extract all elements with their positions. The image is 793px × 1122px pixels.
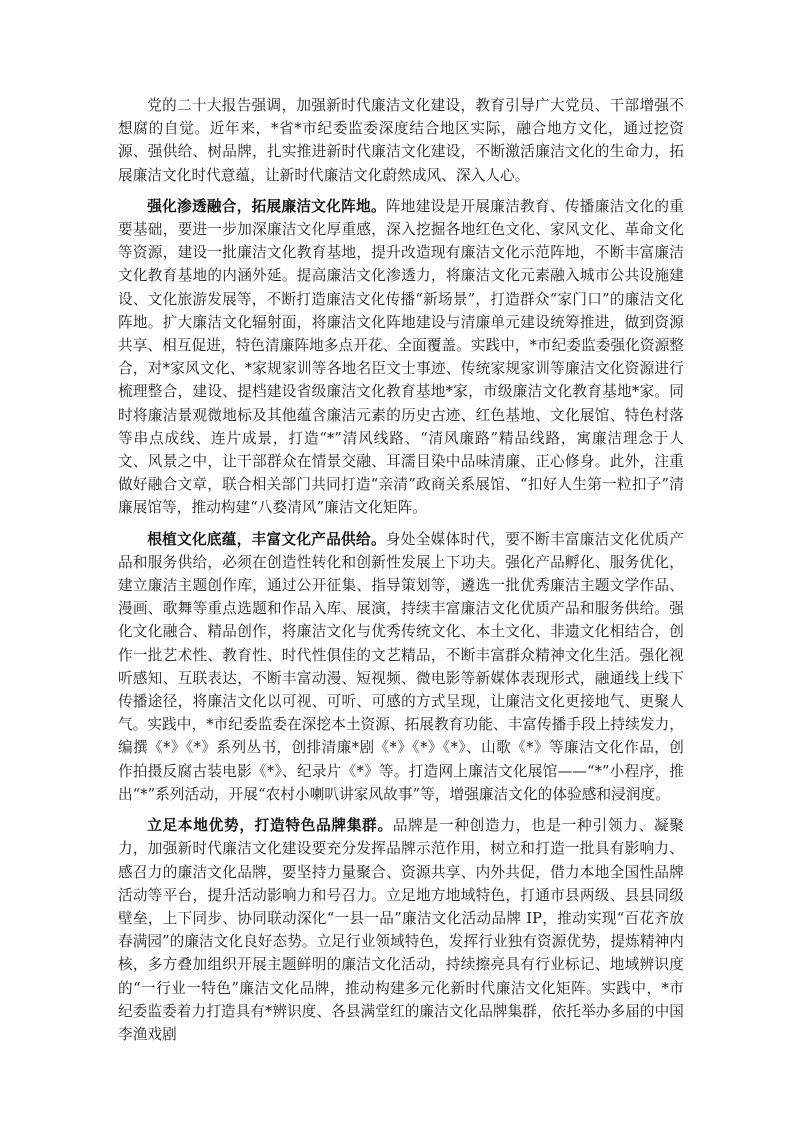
paragraph-lead: 根植文化底蕴，丰富文化产品供给。: [147, 530, 386, 548]
section-paragraph-brands: [118, 814, 684, 1046]
paragraph-text: 品牌是一种创造力，也是一种引领力、凝聚力，加强新时代廉洁文化建设要充分发挥品牌示范作用，树立和打造一批具有影响力、感召力的廉洁文化品牌，要坚持力量聚合、资源共享、内外共促，借力本地全国性品牌活动等平台，提升活动影响力和号召力。立足地方地域特色，打通市县两级、县县同级壁垒，上下同步、协同联动深化“一县一品”廉洁文化活动品牌 IP，推动实现“百花齐放春满园”的廉洁文化良好态势。立足行业领域特色，发挥行业独有资源优势，提炼精神内核，多方叠加组织开展主题鲜明的廉洁文化活动，持续擦亮具有行业标记、地域辨识度的“一行业一特色”廉洁文化品牌，推动构建多元化新时代廉洁文化矩阵。实践中，*市纪委监委着力打造具有*辨识度、各县满堂红的廉洁文化品牌集群，依托举办多届的中国李渔戏剧: [118, 817, 684, 1043]
paragraph-lead: 强化渗透融合，拓展廉洁文化阵地。: [147, 197, 386, 215]
paragraph-text: 阵地建设是开展廉洁教育、传播廉洁文化的重要基础，要进一步加深廉洁文化厚重感，深入挖掘各地红色文化、家风文化、革命文化等资源，建设一批廉洁文化教育基地，提升改造现有廉洁文化示范阵地，不断丰富廉洁文化教育基地的内涵外延。提高廉洁文化渗透力，将廉洁文化元素融入城市公共设施建设、文化旅游发展等，不断打造廉洁文化传播“新场景”，打造群众“家门口”的廉洁文化阵地。扩大廉洁文化辐射面，将廉洁文化阵地建设与清廉单元建设统筹推进，做到资源共享、相互促进，特色清廉阵地多点开花、全面覆盖。实践中，*市纪委监委强化资源整合，对*家风文化、*家规家训等各地名臣文士事迹、传统家规家训等廉洁文化资源进行梳理整合，建设、提档建设省级廉洁文化教育基地*家，市级廉洁文化教育基地*家。同时将廉洁景观微地标及其他蕴含廉洁元素的历史古迹、红色基地、文化展馆、特色村落等串点成线、连片成景，打造“*”清风线路、“清风廉路”精品线路，寓廉洁理念于人文、风景之中，让干部群众在情景交融、耳濡目染中品味清廉、正心修身。此外，注重做好融合文章，联合相关部门共同打造“亲清”政商关系展馆、“扣好人生第一粒扣子”清廉展馆等，推动构建“八婺清风”廉洁文化矩阵。: [118, 197, 684, 517]
section-paragraph-products: [118, 528, 684, 806]
document-body: [118, 94, 684, 1046]
intro-paragraph: [118, 94, 684, 187]
paragraph-text: 党的二十大报告强调，加强新时代廉洁文化建设，教育引导广大党员、干部增强不想腐的自觉。近年来，*省*市纪委监委深度结合地区实际，融合地方文化，通过挖资源、强供给、树品牌，扎实推进新时代廉洁文化建设，不断激活廉洁文化的生命力，拓展廉洁文化时代意蕴，让新时代廉洁文化蔚然成风、深入人心。: [118, 97, 684, 184]
paragraph-text: 身处全媒体时代，要不断丰富廉洁文化优质产品和服务供给，必须在创造性转化和创新性发展上下功夫。强化产品孵化、服务优化，建立廉洁主题创作库，通过公开征集、指导策划等，遴选一批优秀廉洁主题文学作品、漫画、歌舞等重点选题和作品入库、展演，持续丰富廉洁文化优质产品和服务供给。强化文化融合、精品创作，将廉洁文化与优秀传统文化、本土文化、非遗文化相结合，创作一批艺术性、教育性、时代性俱佳的文艺精品，不断丰富群众精神文化生活。强化视听感知、互联表达，不断丰富动漫、短视频、微电影等新媒体表现形式，融通线上线下传播途径，将廉洁文化以可视、可听、可感的方式呈现，让廉洁文化更接地气、更聚人气。实践中，*市纪委监委在深挖本土资源、拓展教育功能、丰富传播手段上持续发力，编撰《*》《*》系列丛书，创排清廉*剧《*》《*》《*》、山歌《*》等廉洁文化作品，创作拍摄反腐古装电影《*》、纪录片《*》等。打造网上廉洁文化展馆——“*”小程序，推出“*”系列活动，开展“农村小喇叭讲家风故事”等，增强廉洁文化的体验感和浸润度。: [118, 530, 684, 803]
paragraph-lead: 立足本地优势，打造特色品牌集群。: [147, 817, 393, 835]
section-paragraph-position: [118, 195, 684, 520]
